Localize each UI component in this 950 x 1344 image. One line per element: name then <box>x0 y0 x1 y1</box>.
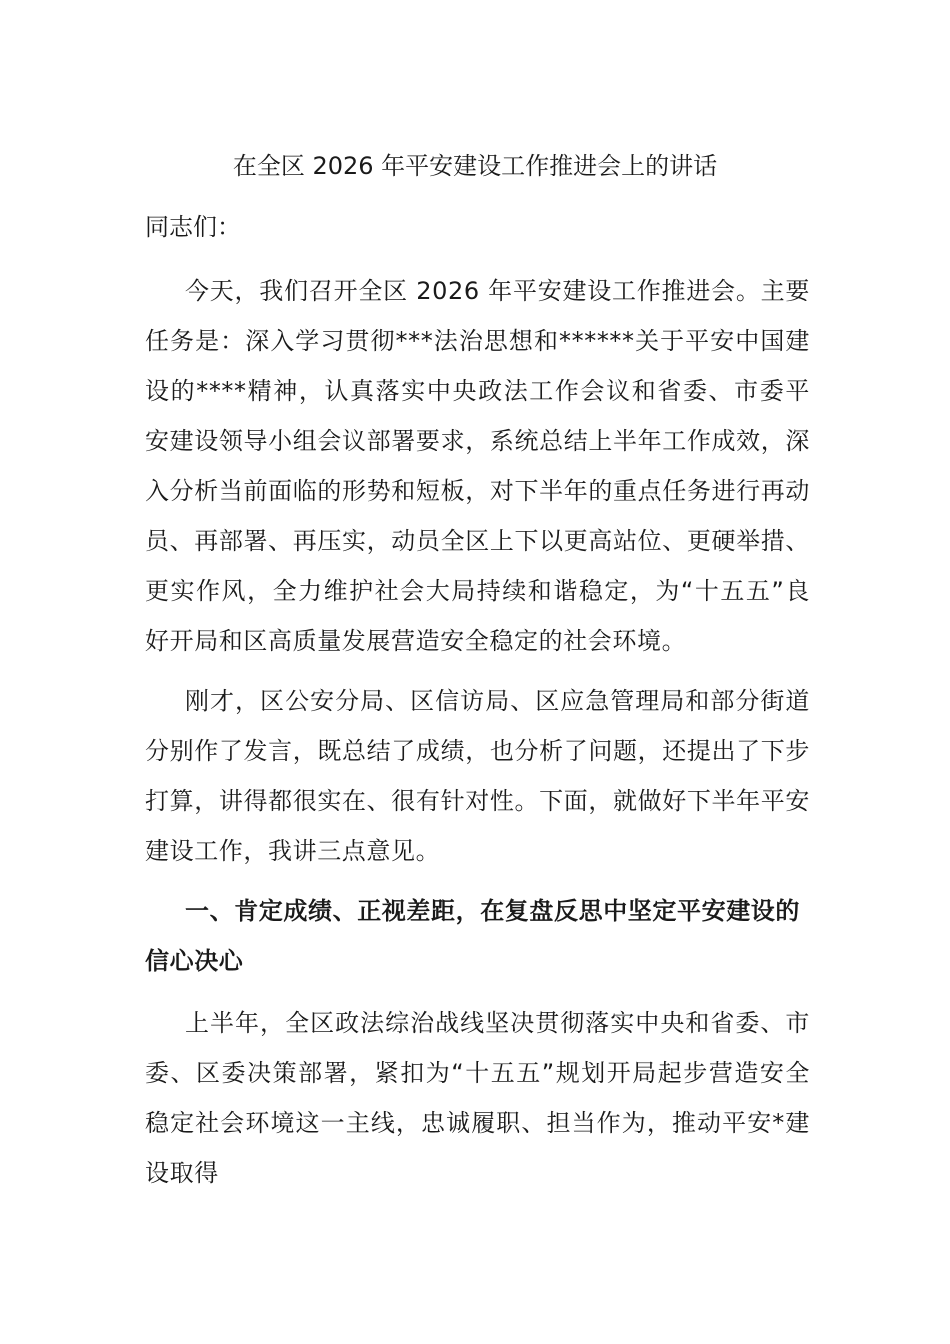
section-heading-1: 一、肯定成绩、正视差距，在复盘反思中坚定平安建设的信心决心 <box>145 897 800 975</box>
salutation: 同志们： <box>145 213 241 241</box>
body-paragraph-2: 刚才，区公安分局、区信访局、区应急管理局和部分街道分别作了发言，既总结了成绩，也分析了问题，还提出了下步打算，讲得都很实在、很有针对性。下面，就做好下半年平安建设工作，我讲三点意见。 <box>145 687 810 865</box>
body-paragraph-1: 今天，我们召开全区 2026 年平安建设工作推进会。主要任务是：深入学习贯彻***法治思想和******关于平安中国建设的****精神，认真落实中央政法工作会议和省委、市委平安建设领导小组会议部署要求，系统总结上半年工作成效，深入分析当前面临的形势和短板，对下半年的重点任务进行再动员、再部署、再压实，动员全区上下以更高站位、更硬举措、更实作风，全力维护社会大局持续和谐稳定，为“十五五”良好开局和区高质量发展营造安全稳定的社会环境。 <box>145 277 810 655</box>
section-paragraph-1: 上半年，全区政法综治战线坚决贯彻落实中央和省委、市委、区委决策部署，紧扣为“十五五”规划开局起步营造安全稳定社会环境这一主线，忠诚履职、担当作为，推动平安*建设取得 <box>145 1009 810 1187</box>
document-title: 在全区 2026 年平安建设工作推进会上的讲话 <box>232 152 718 180</box>
